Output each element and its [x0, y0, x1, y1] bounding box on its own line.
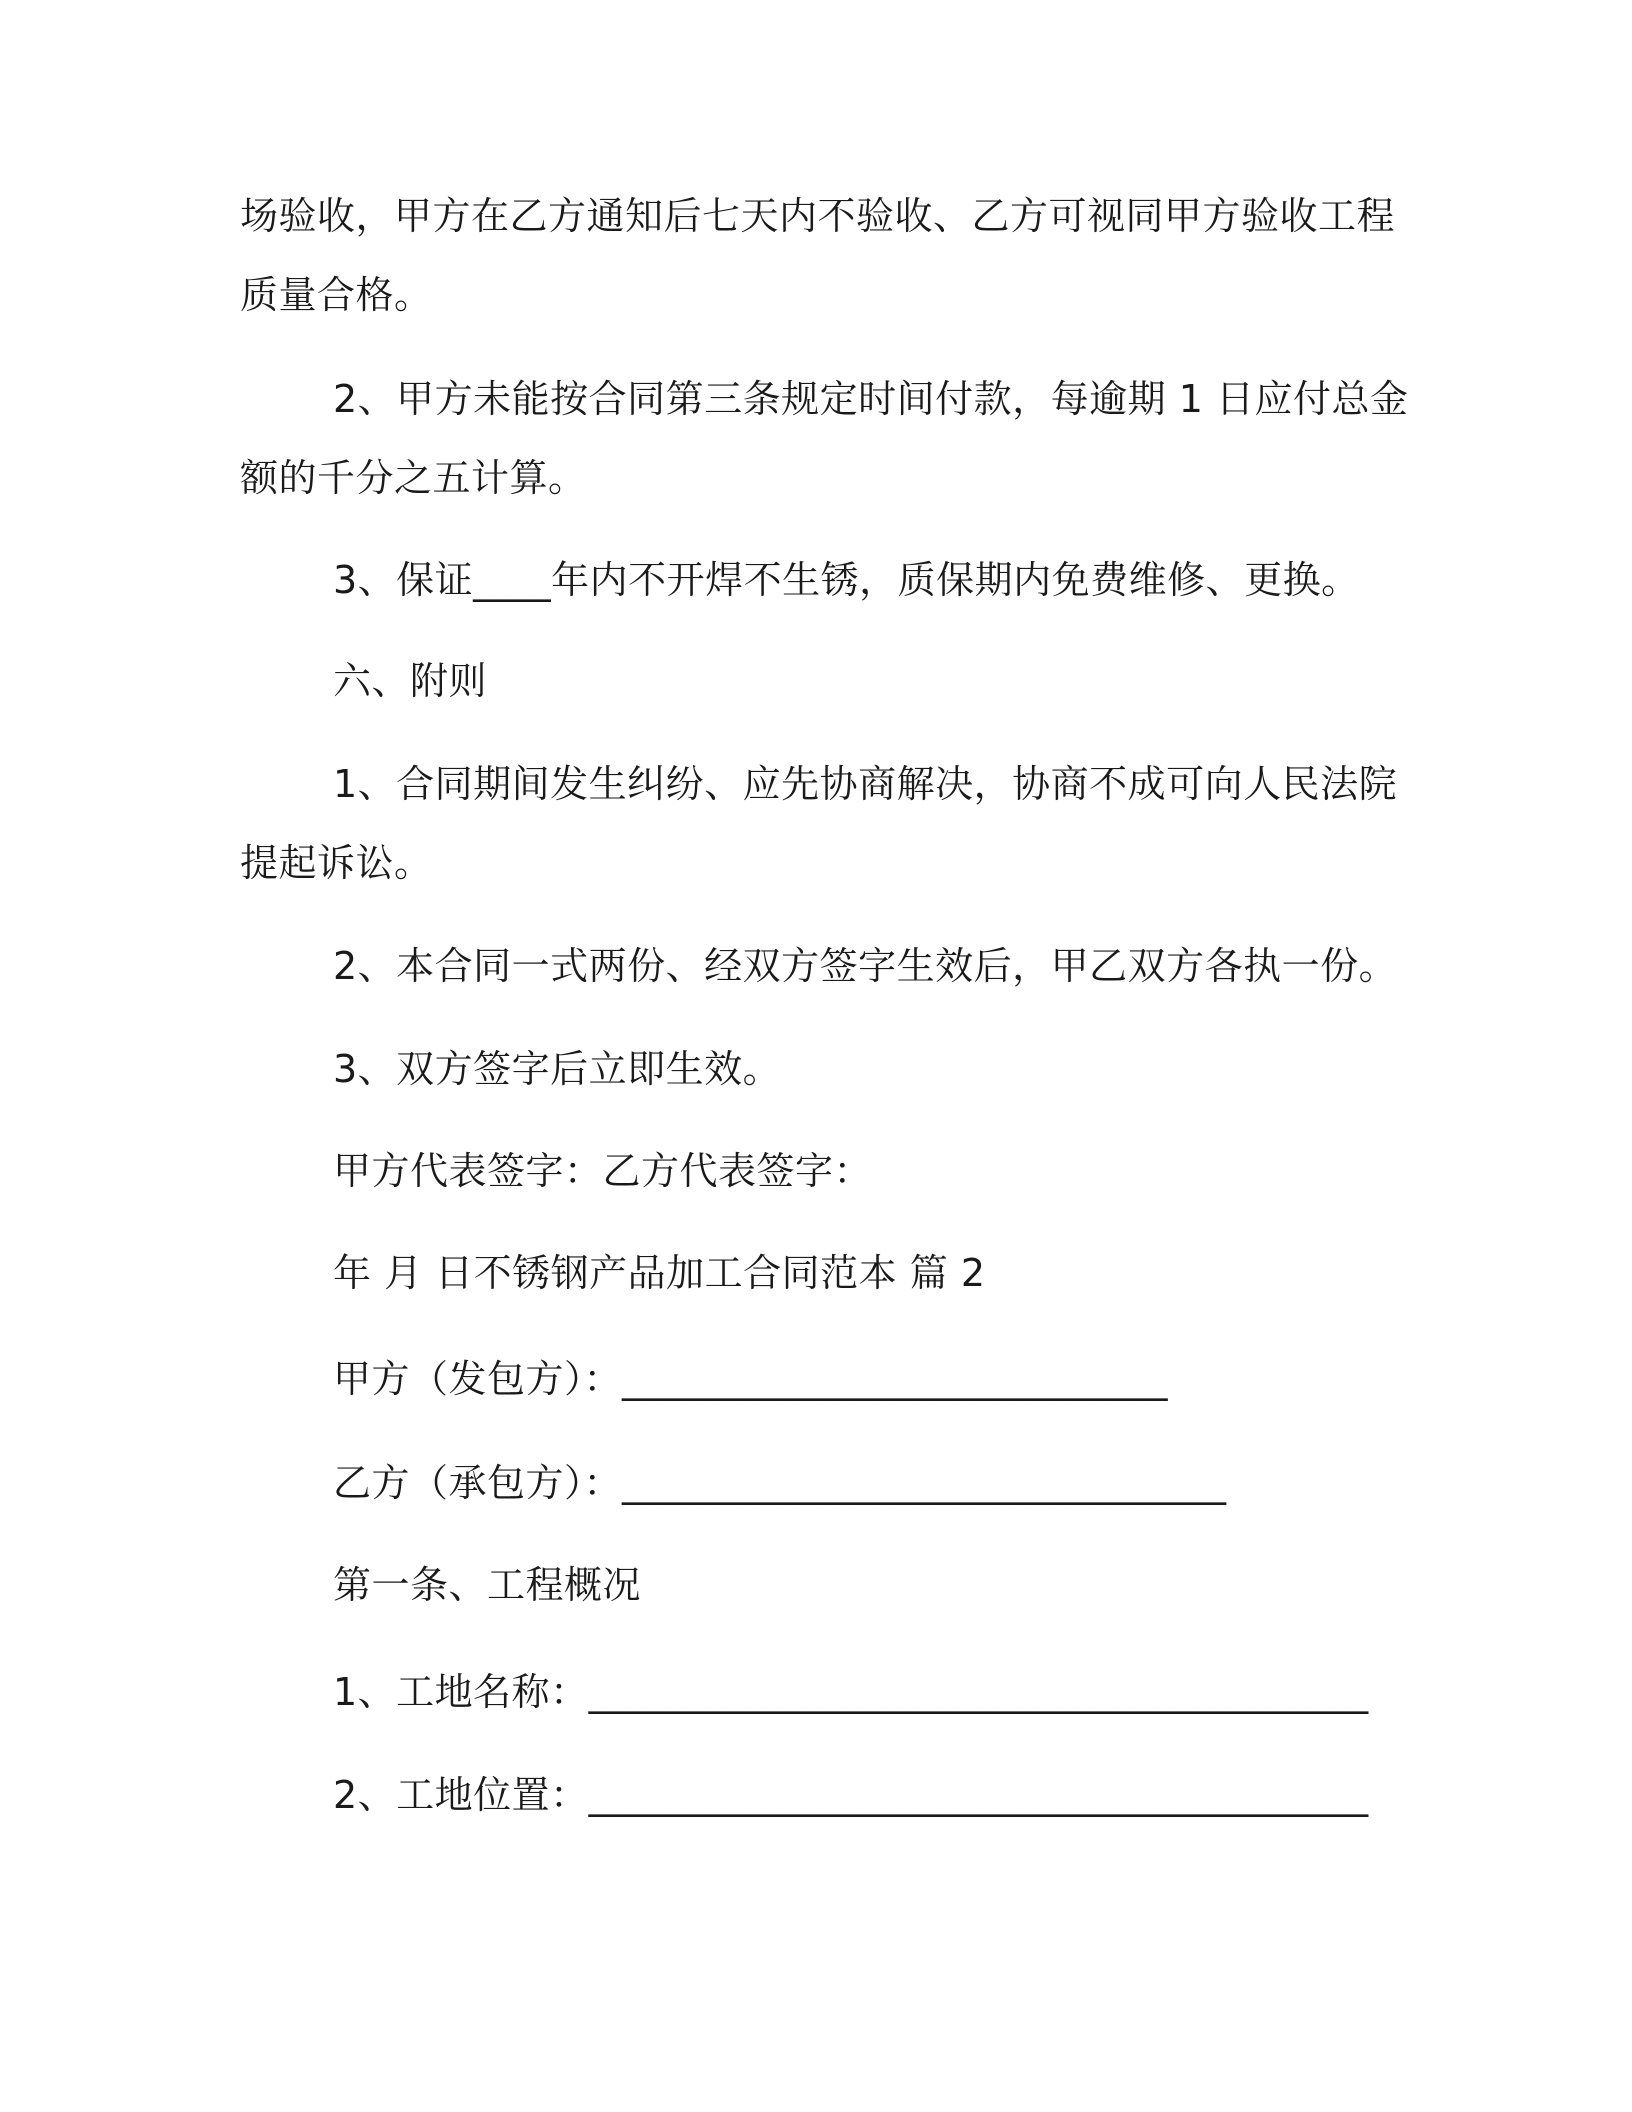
- clause-3-warranty: 3、保证____年内不开焊不生锈，质保期内免费维修、更换。: [333, 558, 1360, 602]
- article-1-heading: 第一条、工程概况: [333, 1563, 642, 1607]
- contract-title: 年 月 日不锈钢产品加工合同范本 篇 2: [333, 1251, 986, 1295]
- clause-2-line: 额的千分之五计算。: [240, 456, 587, 500]
- appendix-clause-1: 1、合同期间发生纠纷、应先协商解决，协商不成可向人民法院: [333, 762, 1398, 806]
- clause-2-line: 2、甲方未能按合同第三条规定时间付款，每逾期 1 日应付总金: [333, 377, 1409, 421]
- section-heading-appendix: 六、附则: [333, 659, 488, 703]
- party-a-field: 甲方（发包方）：____________________________: [333, 1357, 1169, 1401]
- appendix-clause-1: 提起诉讼。: [240, 841, 433, 885]
- signature-line: 甲方代表签字：乙方代表签字：: [333, 1149, 873, 1193]
- site-location-field: 2、工地位置：________________________________________: [333, 1773, 1369, 1817]
- appendix-clause-3: 3、双方签字后立即生效。: [333, 1047, 782, 1091]
- paragraph-line: 场验收，甲方在乙方通知后七天内不验收、乙方可视同甲方验收工程: [240, 194, 1396, 238]
- paragraph-line: 质量合格。: [240, 273, 433, 317]
- party-b-field: 乙方（承包方）：_______________________________: [333, 1461, 1227, 1505]
- site-name-field: 1、工地名称：________________________________________: [333, 1670, 1369, 1714]
- appendix-clause-2: 2、本合同一式两份、经双方签字生效后，甲乙双方各执一份。: [333, 944, 1398, 988]
